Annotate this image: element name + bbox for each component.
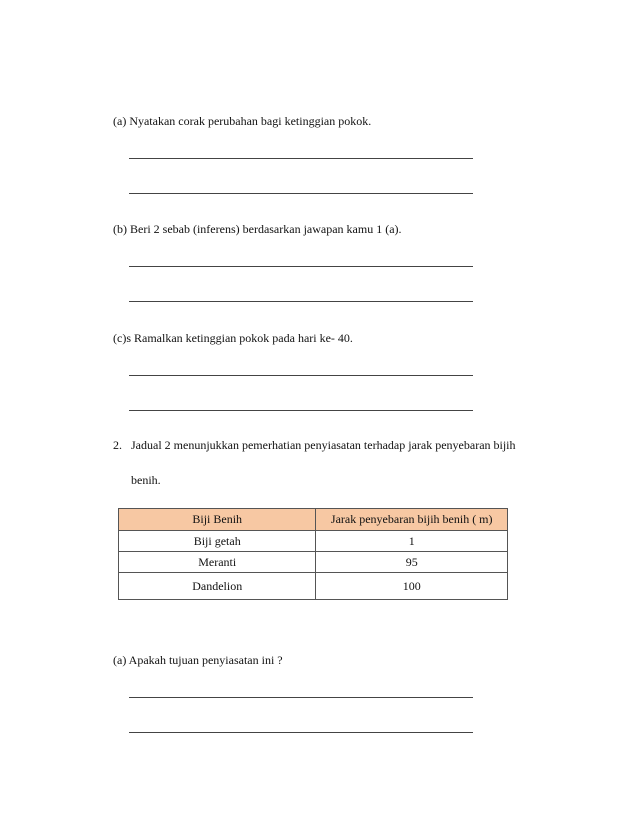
question-b: (b) Beri 2 sebab (inferens) berdasarkan jawapan kamu 1 (a). (113, 222, 402, 236)
table-cell-seed: Meranti (119, 552, 316, 573)
answer-line (129, 301, 473, 302)
table-cell-seed: Biji getah (119, 531, 316, 552)
question-2-number: 2. (113, 438, 122, 452)
table-header-row (119, 509, 508, 531)
question-c: (c)s Ramalkan ketinggian pokok pada hari ke- 40. (113, 331, 353, 345)
table-header-cell: Biji Benih (119, 509, 316, 531)
question-2-text: Jadual 2 menunjukkan pemerhatian penyiasatan terhadap jarak penyebaran bijih (131, 438, 516, 452)
seed-dispersal-table (118, 508, 508, 600)
table-row (119, 573, 508, 600)
answer-line (129, 193, 473, 194)
question-a: (a) Nyatakan corak perubahan bagi ketinggian pokok. (113, 114, 372, 128)
answer-line (129, 266, 473, 267)
table-row (119, 531, 508, 552)
table-header-cell: Jarak penyebaran bijih benih ( m) (316, 509, 508, 531)
answer-line (129, 732, 473, 733)
table-row (119, 552, 508, 573)
table-cell-distance: 1 (316, 531, 508, 552)
answer-line (129, 410, 473, 411)
table-cell-seed: Dandelion (119, 573, 316, 600)
table-cell-distance: 100 (316, 573, 508, 600)
table-cell-distance: 95 (316, 552, 508, 573)
question-2a: (a) Apakah tujuan penyiasatan ini ? (113, 653, 283, 667)
answer-line (129, 375, 473, 376)
question-2-text-cont: benih. (131, 473, 161, 487)
answer-line (129, 697, 473, 698)
answer-line (129, 158, 473, 159)
